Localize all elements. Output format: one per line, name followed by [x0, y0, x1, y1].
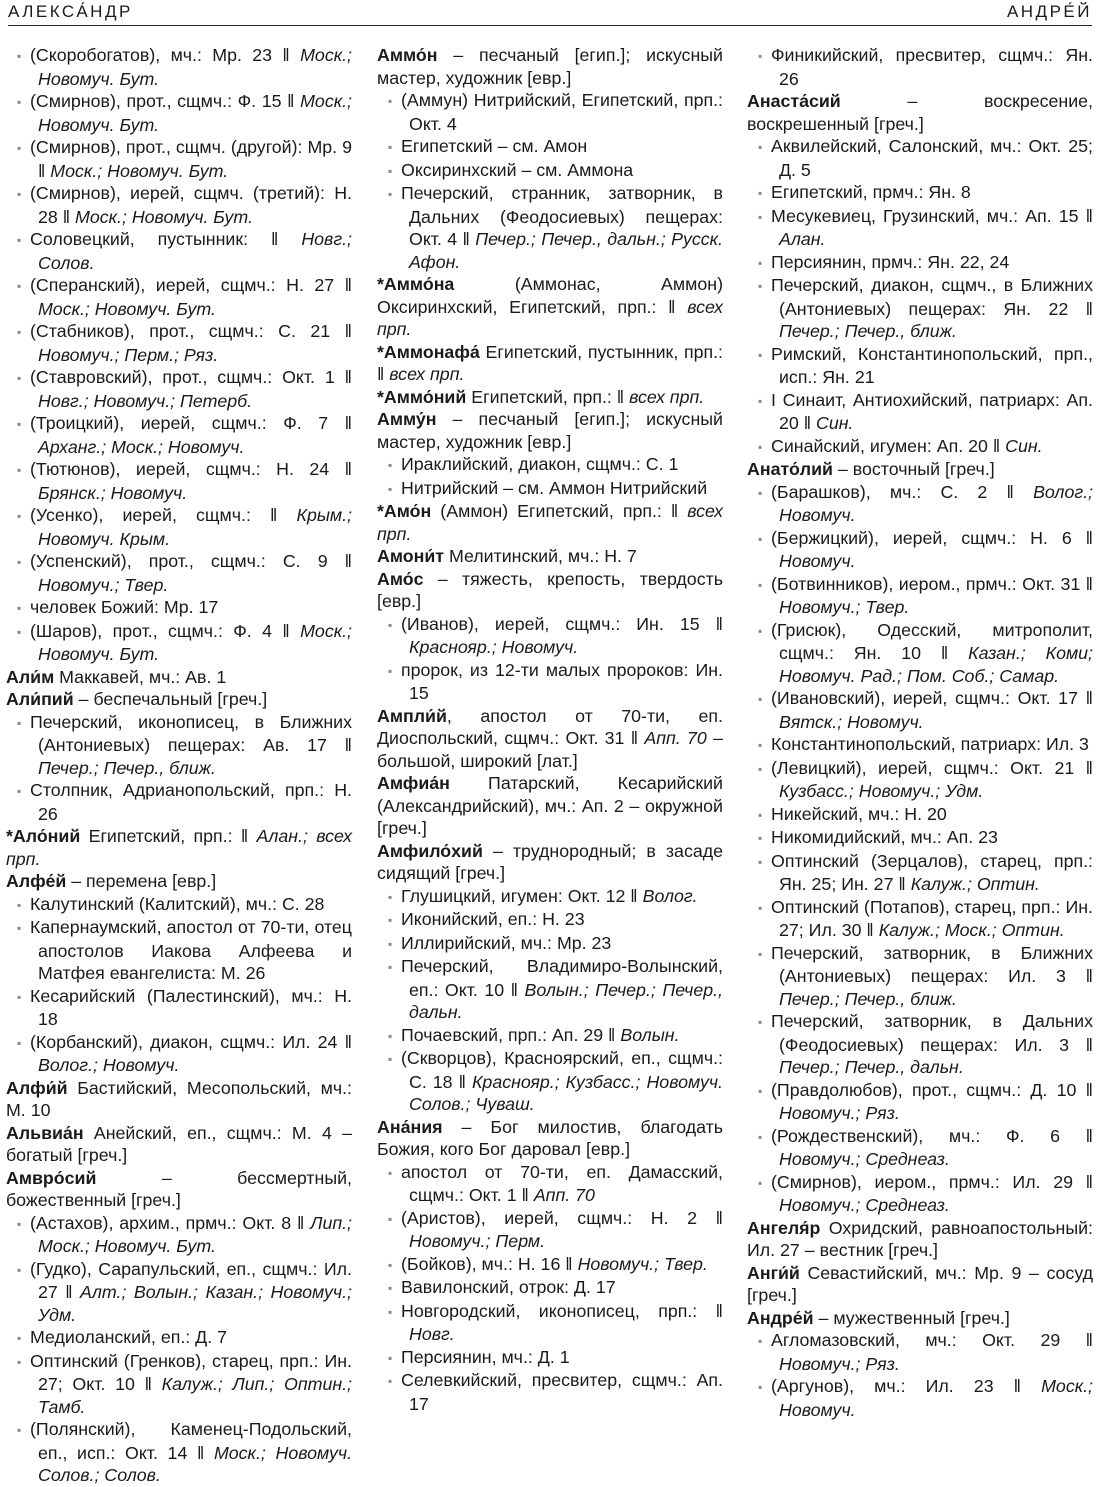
entry-text: Столпник, Адрианопольский, прп.: Н. 26 — [30, 780, 352, 824]
sub-entry — [377, 1346, 723, 1370]
sub-entry — [747, 1125, 1093, 1171]
sub-entry — [747, 481, 1093, 527]
headword-entry — [747, 1307, 1093, 1330]
entry-text: (Ботвинников), иером., прмч.: Окт. 31 ‖ — [771, 573, 1093, 594]
entry-regions: Син. — [816, 413, 854, 433]
entry-regions: Краснояр.; Кузбасс.; Новомуч. Солов.; Чуваш. — [409, 1071, 723, 1114]
headword-entry — [6, 825, 352, 870]
entry-text: Капернаумский, апостол от 70-ти, отец апостолов Иакова Алфеева и Матфея евангелиста: М. 26 — [30, 917, 352, 983]
entry-text: – Бог милостив, благодать Божия, кого Бог даровал [евр.] — [377, 1116, 723, 1159]
entry-text: (Аммон) Египетский, прп.: ‖ — [431, 501, 688, 521]
entry-text: (Аргунов), мч.: Ил. 23 ‖ — [771, 1376, 1042, 1396]
entry-text: Иконийский, еп.: Н. 23 — [401, 909, 585, 929]
entry-text: (Правдолюбов), прот., сщмч.: Д. 10 ‖ — [771, 1079, 1093, 1100]
sub-entry — [377, 932, 723, 956]
entry-text: Персиянин, мч.: Д. 1 — [401, 1346, 570, 1367]
entry-text: Вавилонский, отрок: Д. 17 — [401, 1277, 616, 1297]
sub-entry — [6, 90, 352, 136]
headword-entry — [747, 458, 1093, 481]
entry-text: – восточный [греч.] — [832, 459, 995, 479]
entry-text: Египетский – см. Амон — [401, 136, 588, 156]
entry-text: (Бержицкий), иерей, сщмч.: Н. 6 ‖ — [771, 527, 1093, 548]
sub-entry — [377, 908, 723, 932]
sub-entry — [377, 1276, 723, 1300]
entry-regions: Вятск.; Новомуч. — [779, 711, 924, 732]
headword-entry — [377, 386, 723, 409]
entry-text: (Скворцов), Красноярский, еп., сщмч.: С. 18 ‖ — [401, 1048, 723, 1092]
sub-entry — [6, 320, 352, 366]
entry-text: (Усенко), иерей, сщмч.: ‖ — [30, 505, 297, 525]
entry-text: Иллирийский, мч.: Мр. 23 — [401, 932, 612, 953]
sub-entry — [6, 620, 352, 666]
sub-entry — [747, 435, 1093, 459]
entry-regions: Калуж.; Лип.; Оптин.; Тамб. — [38, 1374, 353, 1417]
sub-entry — [747, 1079, 1093, 1125]
entry-text: (Гудко), Сарапульский, еп., сщмч.: Ил. 27 ‖ — [30, 1258, 352, 1302]
headword: Амо́н — [383, 501, 432, 521]
entry-text: Соловецкий, пустынник: ‖ — [30, 229, 302, 249]
sub-entry — [6, 1418, 352, 1487]
entry-text: (Полянский), Каменец-Подольский, еп., исп.: Окт. 14 ‖ — [30, 1419, 352, 1463]
entry-regions: Новомуч.; Среднеаз. — [779, 1195, 950, 1215]
sub-entry — [6, 1350, 352, 1419]
entry-regions: Новг.; Новомуч.; Петерб. — [38, 390, 253, 411]
entry-regions: Новомуч.; Ряз. — [779, 1353, 900, 1374]
headword: Аммонафа́ — [383, 341, 480, 362]
entry-regions: Апп. 70 — [644, 728, 707, 748]
entry-regions: Син. — [1005, 435, 1043, 456]
headword: Аммо́н — [377, 45, 438, 65]
headword-entry — [747, 1262, 1093, 1307]
entry-text: I Синаит, Антиохийский, патриарх: Ап. 20 ‖ — [771, 389, 1093, 433]
entry-text: Константинопольский, патриарх: Ил. 3 — [771, 734, 1089, 754]
sub-entry — [747, 274, 1093, 343]
entry-regions: Новомуч.; Твер. — [779, 597, 910, 617]
headword: Ангеля́р — [747, 1217, 821, 1238]
entry-text: Персиянин, прмч.: Ян. 22, 24 — [771, 251, 1010, 272]
entry-regions: всех прп. — [377, 501, 723, 544]
entry-regions: Новг. — [409, 1324, 455, 1344]
headword: Алфе́й — [6, 871, 67, 891]
entry-text: Египетский, прмч.: Ян. 8 — [771, 182, 971, 202]
sub-entry — [6, 366, 352, 412]
headword: Ампли́й — [377, 705, 447, 726]
entry-regions: Моск.; Новомуч. Бут. — [75, 206, 253, 227]
entry-text: Оптинский (Зерцалов), старец, прп.: Ян. 25; Ин. 27 ‖ — [771, 850, 1093, 894]
sub-entry — [377, 1207, 723, 1253]
entry-text: Синайский, игумен: Ап. 20 ‖ — [771, 435, 1006, 456]
sub-entry — [747, 389, 1093, 435]
sub-entry — [6, 916, 352, 985]
sub-entry — [747, 619, 1093, 688]
headword-entry — [747, 90, 1093, 135]
entry-text: (Аммун) Нитрийский, Египетский, прп.: Окт. 4 — [401, 90, 723, 134]
headword: Амо́с — [377, 568, 424, 589]
entry-regions: Новомуч. — [779, 551, 856, 571]
sub-entry — [377, 1300, 723, 1346]
entry-text: пророк, из 12-ти малых пророков: Ин. 15 — [401, 659, 723, 703]
column-2 — [377, 44, 723, 1415]
sub-entry — [747, 826, 1093, 850]
entry-regions: Казан.; Коми; Новомуч. Рад.; Пом. Соб.; Самар. — [779, 643, 1093, 686]
sub-entry — [6, 1031, 352, 1077]
sub-entry — [377, 477, 723, 501]
entry-regions: Кузбасс.; Новомуч.; Удм. — [779, 781, 984, 801]
sub-entry — [747, 251, 1093, 275]
entry-text: Нитрийский – см. Аммон Нитрийский — [401, 477, 708, 498]
sub-entry — [377, 159, 723, 183]
headword: Аммо́ний — [383, 386, 467, 407]
sub-entry — [747, 1171, 1093, 1217]
headword-entry — [6, 666, 352, 689]
sub-entry — [747, 896, 1093, 942]
entry-text: (Сперанский), иерей, сщмч.: Н. 27 ‖ — [30, 275, 352, 295]
entry-text: Новгородский, иконописец, прп.: ‖ — [401, 1300, 723, 1321]
sub-entry — [6, 1326, 352, 1350]
entry-text: Печерский, затворник, в Ближних (Антониевых) пещерах: Ил. 3 ‖ — [771, 942, 1093, 986]
sub-entry — [6, 412, 352, 458]
entry-regions: Новомуч.; Твер. — [38, 574, 169, 595]
headword: Анаста́сий — [747, 91, 841, 111]
entry-text: Египетский, прп.: ‖ — [466, 386, 630, 407]
entry-regions: Волог. — [642, 885, 698, 906]
entry-text: (Ставровский), прот., сщмч.: Окт. 1 ‖ — [30, 367, 352, 387]
entry-regions: Волог.; Новомуч. — [38, 1055, 180, 1075]
sub-entry — [747, 44, 1093, 90]
entry-text: (Смирнов), прот., сщмч. (другой): Мр. 9 ‖ — [30, 137, 352, 181]
entry-text: Агломазовский, мч.: Окт. 29 ‖ — [771, 1330, 1093, 1350]
entry-text: Аквилейский, Салонский, мч.: Окт. 25; Д. 5 — [771, 136, 1093, 180]
entry-text: Кесарийский (Палестинский), мч.: Н. 18 — [30, 985, 352, 1029]
sub-entry — [747, 343, 1093, 389]
sub-entry — [377, 89, 723, 135]
entry-regions: Волын.; Печер.; Печер., дальн. — [409, 979, 723, 1022]
entry-regions: Алан.; всех прп. — [6, 826, 352, 869]
entry-text: Севастийский, мч.: Мр. 9 – сосуд [греч.] — [747, 1262, 1093, 1305]
entry-regions: всех прп. — [389, 364, 465, 384]
sub-entry — [6, 550, 352, 596]
entry-text: (Бойков), мч.: Н. 16 ‖ — [401, 1253, 578, 1274]
sub-entry — [747, 687, 1093, 733]
running-header-left: АЛЕКСА́НДР — [8, 2, 133, 21]
headword: Амму́н — [377, 409, 437, 429]
entry-regions: Новомуч.; Перм. — [409, 1231, 546, 1251]
sub-entry — [747, 850, 1093, 896]
headword: Али́пий — [6, 689, 74, 709]
headword-entry — [747, 1217, 1093, 1262]
headword-entry — [377, 772, 723, 840]
entry-text: Ираклийский, диакон, сщмч.: С. 1 — [401, 454, 679, 474]
sub-entry — [6, 1212, 352, 1258]
entry-text: (Смирнов), иерей, сщмч. (третий): Н. 28 ‖ — [30, 183, 352, 227]
headword: Али́м — [6, 666, 55, 687]
entry-text: Оптинский (Гренков), старец, прп.: Ин. 27; Окт. 10 ‖ — [30, 1350, 352, 1394]
entry-text: Египетский, пустынник, прп.: ‖ — [377, 341, 723, 384]
sub-entry — [377, 135, 723, 159]
sub-entry — [377, 659, 723, 705]
headword: Амони́т — [377, 546, 445, 566]
entry-regions: Апп. 70 — [533, 1185, 595, 1205]
headword-entry — [377, 500, 723, 545]
headword-entry — [377, 705, 723, 773]
entry-text: Египетский, прп.: ‖ — [80, 826, 257, 846]
sub-entry — [6, 711, 352, 780]
sub-entry — [377, 1161, 723, 1207]
entry-text: – воскресение, воскрешенный [греч.] — [747, 91, 1093, 134]
column-3 — [747, 44, 1093, 1421]
entry-marker: * — [6, 826, 13, 846]
entry-text: (Ивановский), иерей, сщмч.: Окт. 17 ‖ — [771, 688, 1093, 708]
sub-entry — [6, 458, 352, 504]
entry-text: – перемена [евр.] — [66, 871, 217, 891]
entry-text: Печерский, иконописец, в Ближних (Антониевых) пещерах: Ав. 17 ‖ — [30, 711, 352, 755]
entry-regions: Калуж.; Моск.; Оптин. — [878, 920, 1065, 940]
sub-entry — [6, 504, 352, 550]
sub-entry — [747, 527, 1093, 573]
entry-text: (Астахов), архим., прмч.: Окт. 8 ‖ — [30, 1212, 311, 1233]
entry-regions: Лип.; Моск.; Новомуч. Бут. — [38, 1212, 352, 1256]
entry-regions: Моск.; Новомуч. Бут. — [38, 298, 216, 319]
entry-regions: Моск.; Новомуч. Солов.; Солов. — [38, 1442, 353, 1485]
headword-entry — [377, 273, 723, 341]
entry-regions: всех прп. — [629, 386, 705, 407]
entry-regions: Печер.; Печер., ближ. — [779, 321, 957, 341]
entry-text: (Тютюнов), иерей, сщмч.: Н. 24 ‖ — [30, 459, 352, 479]
entry-text: (Смирнов), иером., прмч.: Ил. 29 ‖ — [771, 1171, 1093, 1192]
entry-regions: Новомуч.; Ряз. — [779, 1103, 900, 1123]
entry-regions: Моск.; Новомуч. — [779, 1376, 1093, 1420]
entry-text: человек Божий: Мр. 17 — [30, 597, 219, 617]
entry-text: Никейский, мч.: Н. 20 — [771, 803, 947, 824]
entry-text: Печерский, странник, затворник, в Дальних (Феодосиевых) пещерах: Окт. 4 ‖ — [401, 183, 723, 249]
entry-text: Печерский, диакон, сщмч., в Ближних (Антониевых) пещерах: Ян. 22 ‖ — [771, 275, 1093, 319]
entry-text: (Смирнов), прот., сщмч.: Ф. 15 ‖ — [30, 91, 301, 111]
headword-entry — [6, 1167, 352, 1212]
entry-text: Медиоланский, еп.: Д. 7 — [30, 1327, 227, 1347]
entry-text: Бастийский, Месопольский, мч.: М. 10 — [6, 1077, 352, 1120]
entry-regions: Крым.; Новомуч. Крым. — [38, 505, 352, 549]
headword: Альвиа́н — [6, 1122, 84, 1143]
sub-entry — [377, 885, 723, 909]
entry-text: Селевкийский, пресвитер, сщмч.: Ап. 17 — [401, 1370, 723, 1414]
headword: Амфиа́н — [377, 773, 450, 793]
entry-regions: Калуж.; Оптин. — [910, 874, 1040, 894]
entry-text: Печерский, Владимиро-Волынский, еп.: Окт. 10 ‖ — [401, 956, 723, 1000]
headword: Анги́й — [747, 1262, 800, 1283]
entry-text: – песчаный [егип.]; искусный мастер, художник [евр.] — [377, 409, 723, 452]
sub-entry — [747, 181, 1093, 205]
entry-text: апостол от 70-ти, еп. Дамасский, сщмч.: Окт. 1 ‖ — [401, 1161, 723, 1205]
entry-marker: * — [377, 274, 384, 294]
sub-entry — [377, 613, 723, 659]
entry-regions: Моск.; Новомуч. Бут. — [38, 45, 352, 89]
entry-regions: Арханг.; Моск.; Новомуч. — [38, 436, 245, 457]
entry-text: Римский, Константинопольский, прп., исп.: Ян. 21 — [771, 343, 1093, 387]
sub-entry — [747, 942, 1093, 1011]
entry-text: – большой, широкий [лат.] — [377, 728, 723, 771]
sub-entry — [6, 1258, 352, 1327]
entry-regions: Новомуч.; Твер. — [577, 1253, 708, 1274]
entry-text: – бессмертный, божественный [греч.] — [6, 1167, 352, 1210]
entry-text: Месукевиец, Грузинский, мч.: Ап. 15 ‖ — [771, 205, 1093, 226]
entry-text: Анейский, еп., сщмч.: М. 4 – богатый [греч.] — [6, 1122, 352, 1165]
entry-marker: * — [377, 341, 384, 362]
entry-text: – мужественный [греч.] — [813, 1307, 1010, 1328]
sub-entry — [6, 136, 352, 182]
headword: Аммо́на — [383, 274, 455, 294]
sub-entry — [747, 135, 1093, 181]
entry-text: – труднородный; в засаде сидящий [греч.] — [377, 840, 723, 883]
entry-text: Охридский, равноапостольный: Ил. 27 – вестник [греч.] — [747, 1217, 1093, 1260]
headword-entry — [377, 545, 723, 568]
headword-entry — [377, 44, 723, 89]
headword-entry — [6, 1077, 352, 1122]
sub-entry — [377, 1369, 723, 1415]
entry-text: Оптинский (Потапов), старец, прп.: Ин. 27; Ил. 30 ‖ — [771, 896, 1093, 940]
entry-regions: Моск.; Новомуч. Бут. — [38, 620, 352, 664]
entry-regions: Волог.; Новомуч. — [779, 481, 1093, 525]
sub-entry — [377, 1253, 723, 1277]
entry-text: Никомидийский, мч.: Ап. 23 — [771, 827, 998, 847]
sub-entry — [747, 757, 1093, 803]
entry-text: (Барашков), мч.: С. 2 ‖ — [771, 481, 1034, 502]
headword: Алфи́й — [6, 1077, 68, 1098]
entry-text: Финикийский, пресвитер, сщмч.: Ян. 26 — [771, 45, 1093, 89]
sub-entry — [747, 733, 1093, 757]
headword-entry — [6, 870, 352, 893]
entry-text: (Грисюк), Одесский, митрополит, сщмч.: Ян. 10 ‖ — [771, 619, 1093, 663]
sub-entry — [6, 182, 352, 228]
sub-entry — [6, 274, 352, 320]
entry-regions: Моск.; Новомуч. Бут. — [38, 91, 352, 135]
entry-regions: Печер.; Печер., ближ. — [38, 757, 216, 778]
entry-regions: Алан. — [779, 229, 826, 249]
entry-text: (Стабников), прот., сщмч.: С. 21 ‖ — [30, 321, 352, 341]
entry-text: (Иванов), иерей, сщмч.: Ин. 15 ‖ — [401, 613, 723, 634]
entry-text: (Корбанский), диакон, сщмч.: Ил. 24 ‖ — [30, 1031, 352, 1052]
entry-regions: Краснояр.; Новомуч. — [409, 637, 579, 657]
sub-entry — [747, 803, 1093, 827]
entry-regions: Печер.; Печер., дальн.; Русск. Афон. — [409, 229, 723, 272]
entry-text: (Аристов), иерей, сщмч.: Н. 2 ‖ — [401, 1207, 723, 1228]
entry-regions: Брянск.; Новомуч. — [38, 482, 188, 503]
sub-entry — [6, 596, 352, 620]
entry-text: , апостол от 70-ти, еп. Диоспольский, сщмч.: Окт. 31 ‖ — [377, 705, 723, 748]
sub-entry — [747, 1010, 1093, 1079]
sub-entry — [747, 1375, 1093, 1421]
sub-entry — [747, 573, 1093, 619]
headword-entry — [377, 341, 723, 386]
sub-entry — [747, 205, 1093, 251]
entry-regions: Новг.; Солов. — [38, 229, 352, 273]
entry-regions: Печер.; Печер., дальн. — [779, 1057, 964, 1077]
sub-entry — [6, 985, 352, 1031]
entry-text: Почаевский, прп.: Ап. 29 ‖ — [401, 1024, 621, 1045]
header-rule — [8, 25, 1092, 26]
entry-regions: Моск.; Новомуч. Бут. — [50, 160, 229, 181]
sub-entry — [377, 453, 723, 477]
entry-text: (Аммонас, Аммон) Оксиринхский, Египетский, прп.: ‖ — [377, 274, 723, 317]
entry-text: Маккавей, мч.: Ав. 1 — [54, 666, 227, 687]
sub-entry — [377, 1024, 723, 1048]
entry-text: – тяжесть, крепость, твердость [евр.] — [377, 568, 723, 611]
sub-entry — [6, 779, 352, 825]
entry-text: Печерский, затворник, в Дальних (Феодосиевых) пещерах: Ил. 3 ‖ — [771, 1011, 1093, 1055]
entry-text: Глушицкий, игумен: Окт. 12 ‖ — [401, 885, 643, 906]
sub-entry — [6, 228, 352, 274]
entry-text: Патарский, Кесарийский (Александрийский), мч.: Ап. 2 – окружной [греч.] — [377, 773, 723, 838]
headword-entry — [6, 688, 352, 711]
entry-regions: Новомуч.; Перм.; Ряз. — [38, 344, 219, 365]
entry-text: – беспечальный [греч.] — [73, 689, 268, 709]
sub-entry — [377, 955, 723, 1024]
sub-entry — [6, 44, 352, 90]
entry-text: Мелитинский, мч.: Н. 7 — [444, 546, 637, 566]
entry-text: (Левицкий), иерей, сщмч.: Окт. 21 ‖ — [771, 757, 1093, 778]
entry-regions: Печер.; Печер., ближ. — [779, 988, 957, 1009]
sub-entry — [377, 1047, 723, 1116]
column-1 — [6, 44, 352, 1487]
entry-regions: всех прп. — [377, 296, 723, 339]
headword: Амфило́хий — [377, 840, 483, 861]
sub-entry — [747, 1329, 1093, 1375]
entry-regions: Волын. — [620, 1024, 680, 1045]
headword-entry — [6, 1122, 352, 1167]
entry-text: (Рождественский), мч.: Ф. 6 ‖ — [771, 1125, 1093, 1146]
headword-entry — [377, 568, 723, 613]
entry-regions: Алт.; Волын.; Казан.; Новомуч.; Удм. — [38, 1282, 352, 1325]
sub-entry — [6, 893, 352, 917]
entry-marker: * — [377, 386, 384, 407]
headword: Андре́й — [747, 1307, 814, 1328]
headword: Ало́ний — [12, 826, 81, 846]
headword: Амвро́сий — [6, 1167, 97, 1188]
entry-text: (Успенский), прот., сщмч.: С. 9 ‖ — [30, 551, 352, 571]
entry-text: (Троицкий), иерей, сщмч.: Ф. 7 ‖ — [30, 413, 352, 433]
running-header-right: АНДРЕ́Й — [1006, 2, 1092, 21]
entry-regions: Новомуч.; Среднеаз. — [779, 1149, 950, 1169]
entry-text: – песчаный [егип.]; искусный мастер, художник [евр.] — [377, 45, 723, 88]
headword-entry — [377, 408, 723, 453]
entry-marker: * — [377, 501, 384, 521]
headword-entry — [377, 1116, 723, 1161]
entry-text: (Шаров), прот., сщмч.: Ф. 4 ‖ — [30, 620, 301, 641]
headword: Ана́ния — [377, 1116, 443, 1137]
sub-entry — [377, 182, 723, 273]
headword-entry — [377, 840, 723, 885]
entry-text: (Скоробогатов), мч.: Мр. 23 ‖ — [30, 45, 301, 65]
headword: Анато́лий — [747, 459, 833, 479]
entry-text: Оксиринхский – см. Аммона — [401, 159, 634, 180]
entry-text: Калутинский (Калитский), мч.: С. 28 — [30, 893, 325, 914]
